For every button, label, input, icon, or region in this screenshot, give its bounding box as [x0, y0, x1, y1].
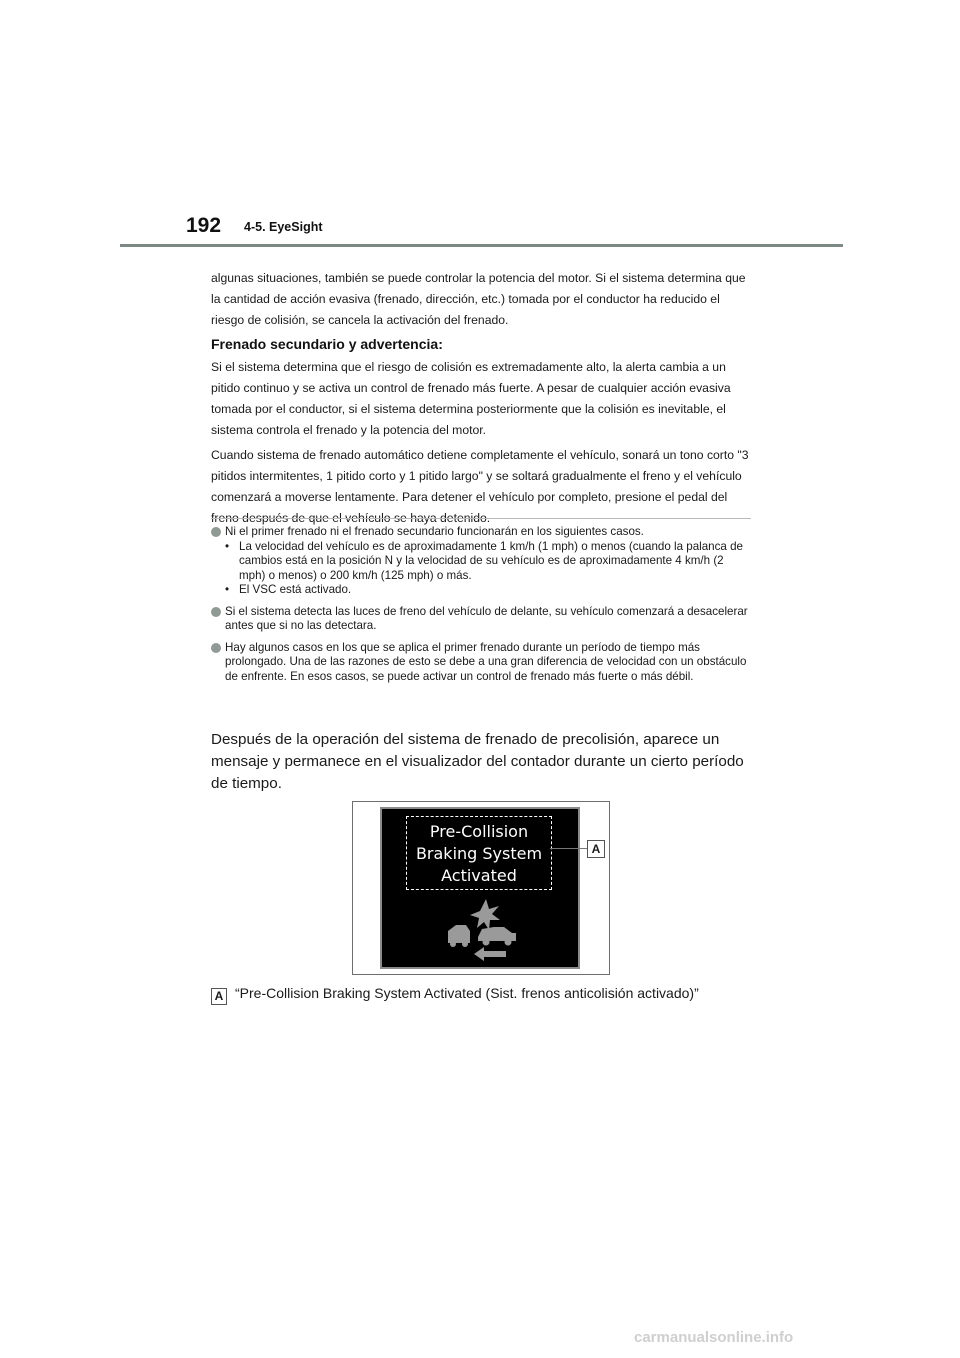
note-item: [211, 525, 751, 598]
paragraph-3: Cuando sistema de frenado automático detiene completamente el vehículo, sonará un tono corto "3 pitidos intermitentes, 1 pitido corto y 1 pitido largo" y se soltará gradualmente el freno y el vehículo comenzará a moverse lentamente. Para detener el vehículo por completo, presione el pedal del freno después de que el vehículo se haya detenido.: [211, 448, 749, 525]
page-header: [0, 0, 960, 250]
sub-note-item: [225, 583, 751, 598]
watermark: carmanualsonline.info: [634, 1329, 794, 1346]
header-rule: [120, 244, 843, 247]
caption-label-a: A: [211, 988, 227, 1005]
collision-warning-icon: [442, 897, 522, 961]
message-box: [406, 816, 552, 890]
sub-note-text: La velocidad del vehículo es de aproximadamente 1 km/h (1 mph) o menos (cuando la palanca de cambios está en la posición N y la velocidad de su vehículo es de aproximadamente 4 km/h (2 mph) o menos) o 200 km/h (125 mph) o más.: [239, 539, 743, 582]
page-number: 192: [186, 214, 222, 237]
bullet-dot-icon: [211, 643, 221, 653]
figure-intro-text: Después de la operación del sistema de frenado de precolisión, aparece un mensaje y permanece en el visualizador del contador durante un cierto período de tiempo.: [211, 731, 744, 792]
paragraph-1: algunas situaciones, también se puede controlar la potencia del motor. Si el sistema determina que la cantidad de acción evasiva (frenado, dirección, etc.) tomada por el conductor ha reducido el riesgo de colisión, se cancela la activación del frenado.: [211, 271, 746, 327]
figure-caption: [211, 984, 771, 1005]
message-line-1: Pre-Collision: [429, 822, 529, 841]
notes-section: [211, 518, 751, 691]
note-item: [211, 605, 751, 634]
meter-display-screen: [380, 807, 580, 969]
bullet-dot-icon: [211, 527, 221, 537]
sub-note-text: El VSC está activado.: [239, 583, 352, 596]
message-line-3: Activated: [441, 866, 517, 885]
callout-label-a: A: [587, 840, 605, 858]
note-item: [211, 641, 751, 685]
sub-note-item: [225, 540, 751, 584]
message-line-2: Braking System: [415, 844, 543, 863]
display-figure: [352, 801, 610, 975]
bullet-mark: •: [225, 583, 230, 596]
paragraph-2: Si el sistema determina que el riesgo de colisión es extremadamente alto, la alerta cambia a un pitido continuo y se activa un control de frenado más fuerte. A pesar de cualquier acción evasiva tomada por el conductor, si el sistema determina posteriormente que la colisión es inevitable, el sistema controla el frenado y la potencia del motor.: [211, 360, 731, 437]
note-text: Ni el primer frenado ni el frenado secundario funcionarán en los siguientes casos.: [225, 525, 644, 538]
callout-line: [550, 848, 587, 849]
note-text: Hay algunos casos en los que se aplica el primer frenado durante un período de tiempo más prolongado. Una de las razones de esto se debe a una gran diferencia de velocidad con un obstáculo de enfrente. En esos casos, se puede activar un control de frenado más fuerte o más débil.: [225, 640, 747, 683]
main-content: [211, 268, 756, 529]
subheading-secondary-braking: Frenado secundario y advertencia:: [211, 336, 443, 352]
caption-text: “Pre-Collision Braking System Activated (Sist. frenos anticolisión activado)”: [235, 985, 699, 1001]
bullet-dot-icon: [211, 607, 221, 617]
bullet-mark: •: [225, 539, 230, 553]
note-text: Si el sistema detecta las luces de freno del vehículo de delante, su vehículo comenzará a desacelerar antes que si no las detectara.: [225, 604, 748, 632]
section-title: 4-5. EyeSight: [244, 220, 323, 234]
